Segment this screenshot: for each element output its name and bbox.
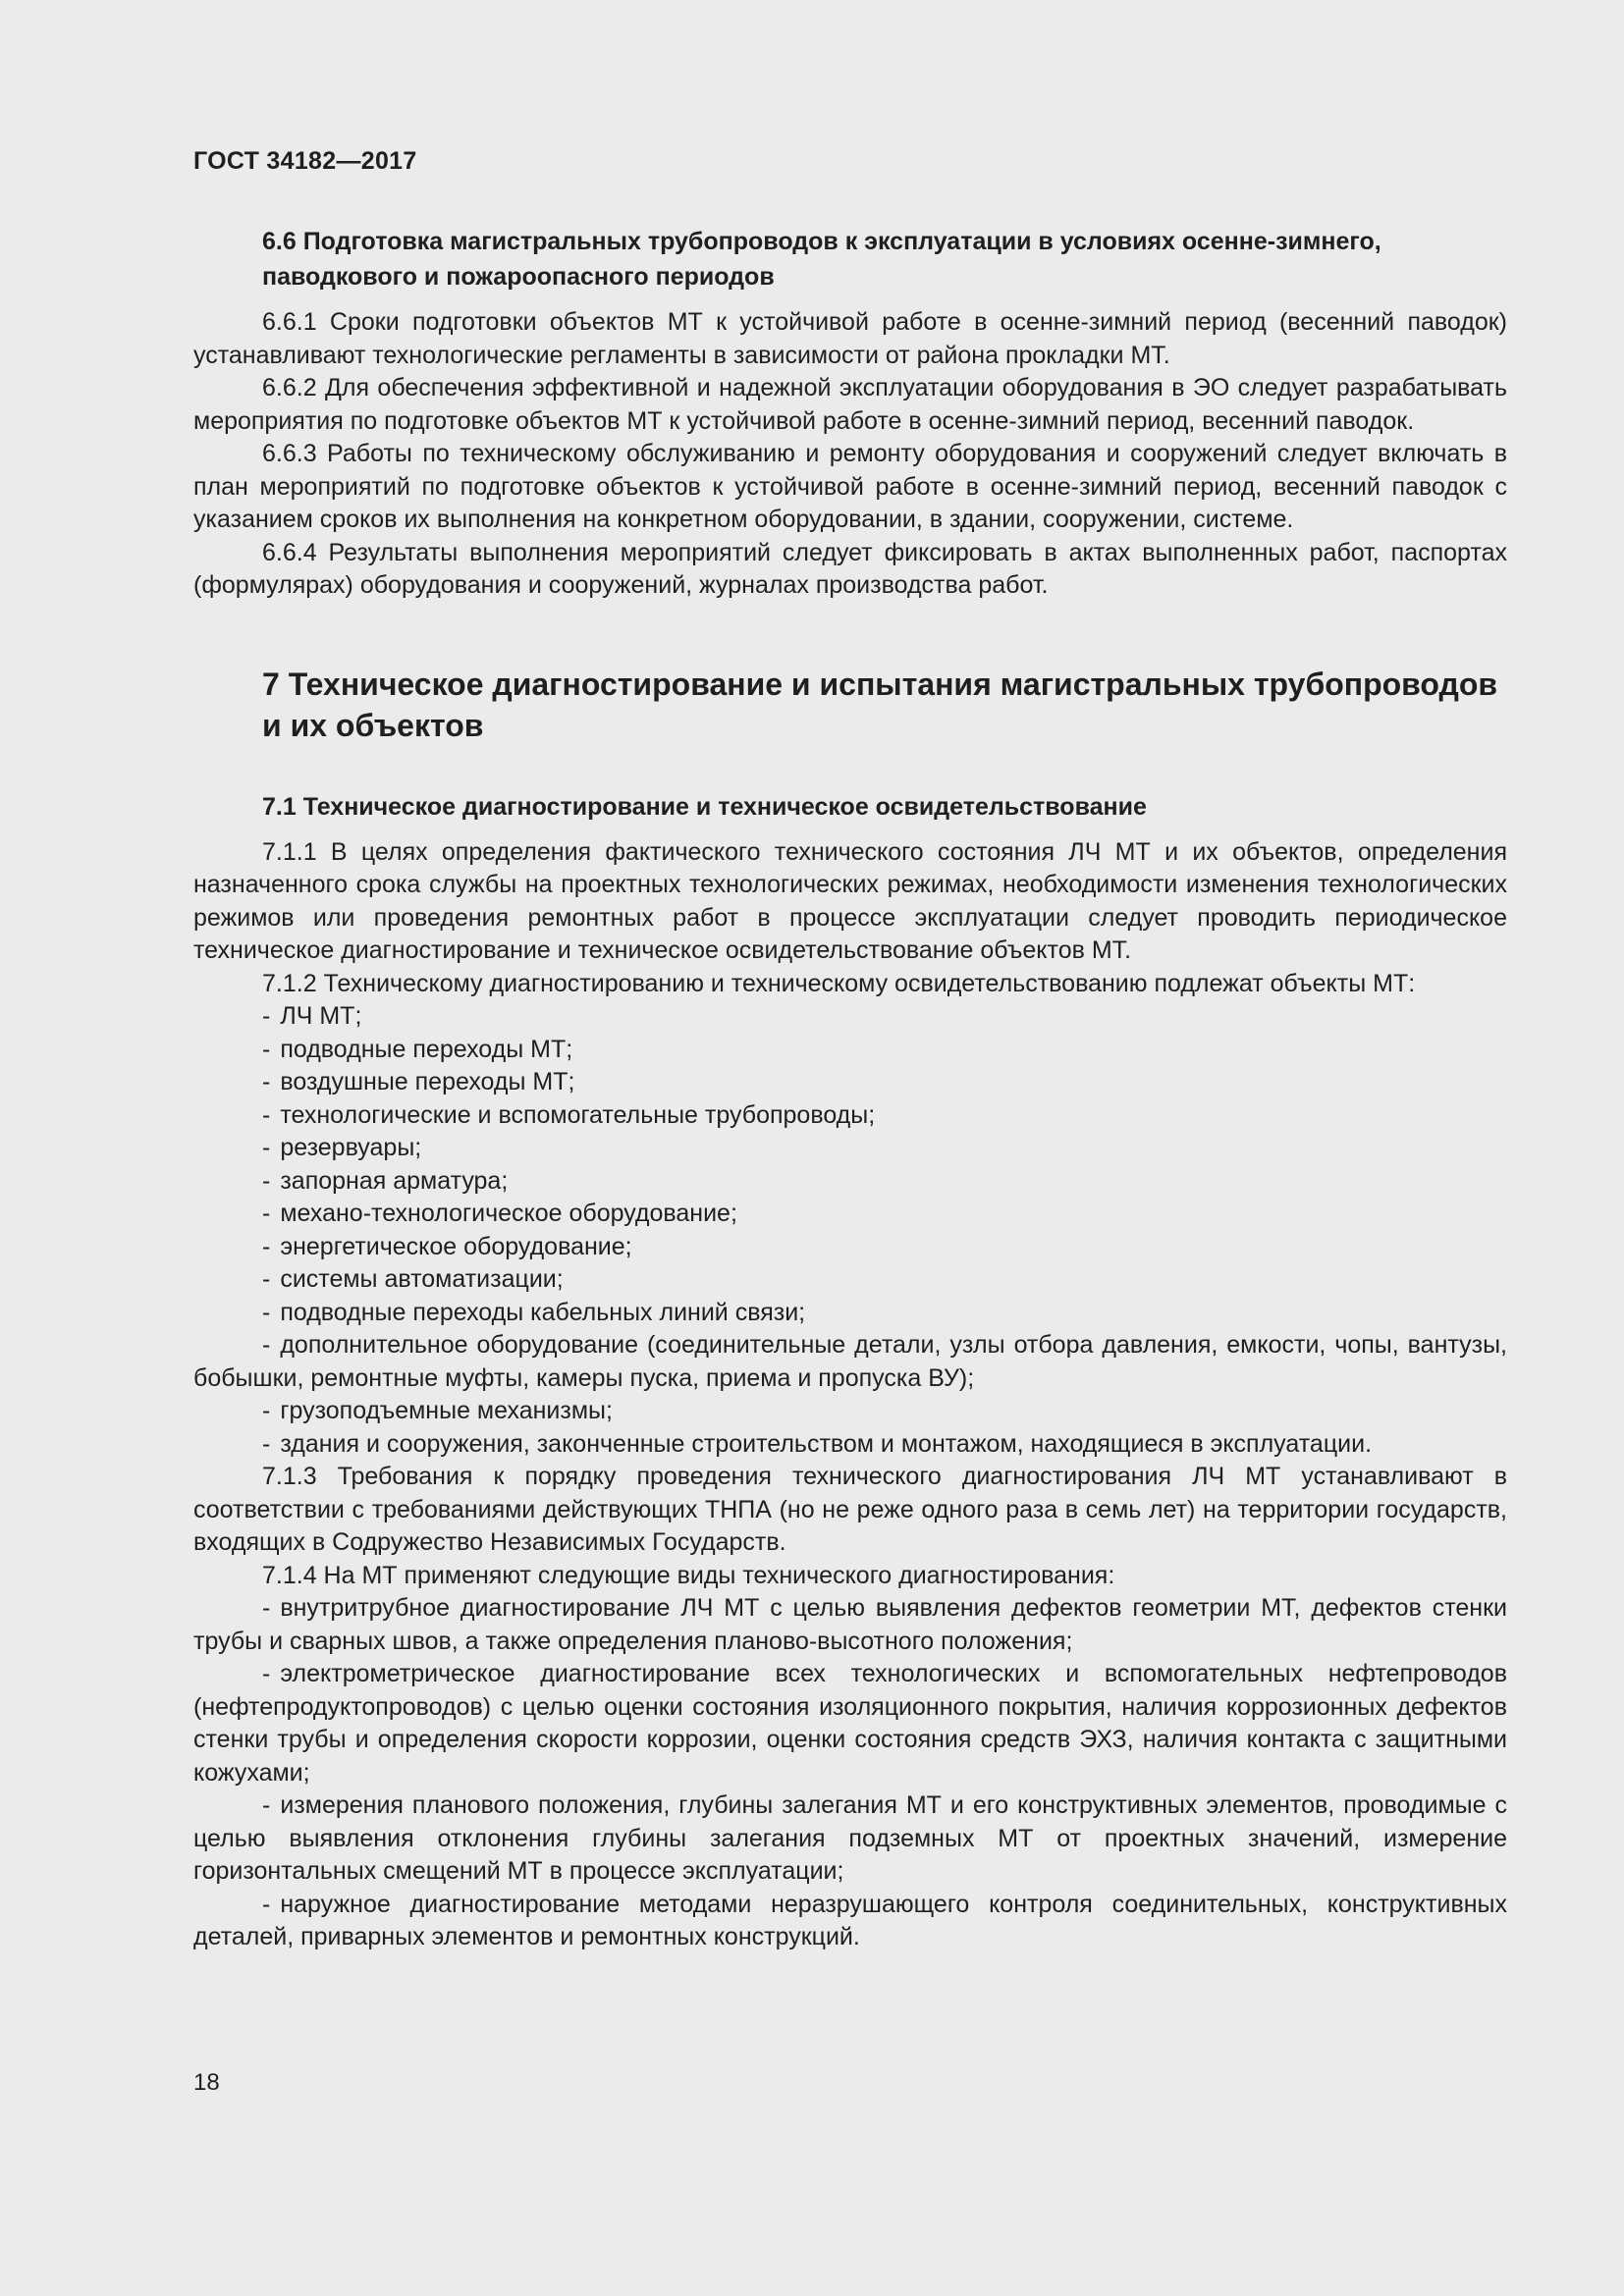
section-7-1-title: 7.1 Техническое диагностирование и техническое освидетельствование (262, 792, 1147, 821)
section-7-title: 7 Техническое диагностирование и испытания магистральных трубопроводов и их объектов (262, 666, 1498, 743)
list-dash: - (262, 1200, 271, 1227)
list-item-text: механо-технологическое оборудование; (280, 1200, 737, 1227)
document-header: ГОСТ 34182—2017 (193, 147, 417, 175)
list-dash: - (262, 1429, 271, 1458)
list-item-text: наружное диагностирование методами неразрушающего контроля соединительных, конструктивных деталей, приварных элементов и ремонтных конструкций. (193, 1890, 1507, 1950)
list-dash: - (262, 1100, 271, 1129)
list-dash: - (262, 1002, 271, 1030)
list-dash: - (262, 1035, 271, 1063)
list-dash: - (262, 1791, 271, 1819)
list-item-text: технологические и вспомогательные трубопроводы; (280, 1100, 876, 1129)
list-item (193, 1231, 1507, 1264)
list-item-text: подводные переходы кабельных линий связи; (280, 1298, 806, 1326)
diagnostics-list (193, 1592, 1507, 1954)
paragraph-6-6-2: 6.6.2 Для обеспечения эффективной и надежной эксплуатации оборудования в ЭО следует разрабатывать мероприятия по подготовке объектов МТ к устойчивой работе в осенне-зимний период, весенний паводок. (193, 374, 1507, 435)
objects-list (193, 1000, 1507, 1461)
list-item (193, 1789, 1507, 1889)
list-item-text: грузоподъемные механизмы; (280, 1397, 613, 1424)
list-dash: - (262, 1594, 271, 1622)
list-item (193, 1198, 1507, 1231)
list-item (193, 1165, 1507, 1199)
paragraph-6-6-3: 6.6.3 Работы по техническому обслуживанию и ремонту оборудования и сооружений следует включать в план мероприятий по подготовке объектов к устойчивой работе в осенне-зимний период, весенний паводок с указанием сроков их выполнения на конкретном оборудовании, в здании, сооружении, системе. (193, 440, 1507, 533)
list-item (193, 1099, 1507, 1133)
list-item-text: запорная арматура; (280, 1166, 509, 1195)
paragraph-7-1-3: 7.1.3 Требования к порядку проведения технического диагностирования ЛЧ МТ устанавливают в соответствии с требованиями действующих ТНПА (но не реже одного раза в семь лет) на территории государств, входящих в Содружество Независимых Государств. (193, 1463, 1507, 1556)
list-item (193, 1395, 1507, 1428)
list-item (193, 1000, 1507, 1034)
paragraph-6-6-1: 6.6.1 Сроки подготовки объектов МТ к устойчивой работе в осенне-зимний период (весенний паводок) устанавливают технологические регламенты в зависимости от района прокладки МТ. (193, 308, 1507, 369)
list-item-text: воздушные переходы МТ; (280, 1068, 575, 1095)
list-item (193, 1889, 1507, 1954)
list-dash: - (262, 1232, 271, 1260)
list-item-text: электрометрическое диагностирование всех технологических и вспомогательных нефтепроводов (нефтепродуктопроводов) с целью оценки состояния изоляционного покрытия, наличия коррозионных дефектов стенки трубы и определения скорости коррозии, оценки состояния средств ЭХЗ, наличия контакта с защитными кожухами; (193, 1660, 1507, 1787)
paragraph-7-1-1: 7.1.1 В целях определения фактического технического состояния ЛЧ МТ и их объектов, определения назначенного срока службы на проектных технологических режимах, необходимости изменения технологических режимов или проведения ремонтных работ в процессе эксплуатации следует проводить периодическое техническое диагностирование и техническое освидетельствование объектов МТ. (193, 837, 1507, 964)
list-item (193, 1428, 1507, 1462)
list-dash: - (262, 1068, 271, 1095)
document-page (193, 0, 1507, 2296)
list-item (193, 1329, 1507, 1395)
list-dash: - (262, 1134, 271, 1161)
list-dash: - (262, 1265, 271, 1293)
list-item-text: дополнительное оборудование (соединительные детали, узлы отбора давления, емкости, чопы, вантузы, бобышки, ремонтные муфты, камеры пуска, приема и пропуска ВУ); (193, 1331, 1507, 1392)
paragraph-7-1-4: 7.1.4 На МТ применяют следующие виды технического диагностирования: (262, 1561, 1115, 1589)
paragraph-7-1-2: 7.1.2 Техническому диагностированию и техническому освидетельствованию подлежат объекты МТ: (262, 969, 1416, 997)
list-item (193, 1034, 1507, 1067)
list-item-text: резервуары; (280, 1134, 422, 1161)
list-item (193, 1658, 1507, 1789)
list-item-text: внутритрубное диагностирование ЛЧ МТ с целью выявления дефектов геометрии МТ, дефектов стенки трубы и сварных швов, а также определения планово-высотного положения; (193, 1594, 1507, 1655)
list-item-text: здания и сооружения, законченные строительством и монтажом, находящиеся в эксплуатации. (280, 1429, 1373, 1458)
document-body (193, 224, 1507, 1954)
list-dash: - (262, 1298, 271, 1326)
section-6-6-title: 6.6 Подготовка магистральных трубопроводов к эксплуатации в условиях осенне-зимнего, паводкового и пожароопасного периодов (262, 228, 1381, 291)
list-dash: - (262, 1660, 271, 1687)
list-item (193, 1132, 1507, 1165)
page-number: 18 (193, 2069, 220, 2096)
list-item-text: измерения планового положения, глубины залегания МТ и его конструктивных элементов, проводимые с целью выявления отклонения глубины залегания подземных МТ от проектных значений, измерение горизонтальных смещений МТ в процессе эксплуатации; (193, 1791, 1507, 1885)
list-dash: - (262, 1397, 271, 1424)
list-item-text: подводные переходы МТ; (280, 1035, 573, 1063)
list-item-text: системы автоматизации; (280, 1265, 564, 1293)
list-dash: - (262, 1331, 271, 1359)
list-dash: - (262, 1890, 271, 1918)
list-item (193, 1297, 1507, 1330)
list-item-text: ЛЧ МТ; (280, 1002, 362, 1030)
list-item-text: энергетическое оборудование; (280, 1232, 632, 1260)
list-item (193, 1066, 1507, 1099)
paragraph-6-6-4: 6.6.4 Результаты выполнения мероприятий следует фиксировать в актах выполненных работ, паспортах (формулярах) оборудования и сооружений, журналах производства работ. (193, 538, 1507, 599)
list-item (193, 1263, 1507, 1297)
list-item (193, 1592, 1507, 1658)
list-dash: - (262, 1166, 271, 1195)
